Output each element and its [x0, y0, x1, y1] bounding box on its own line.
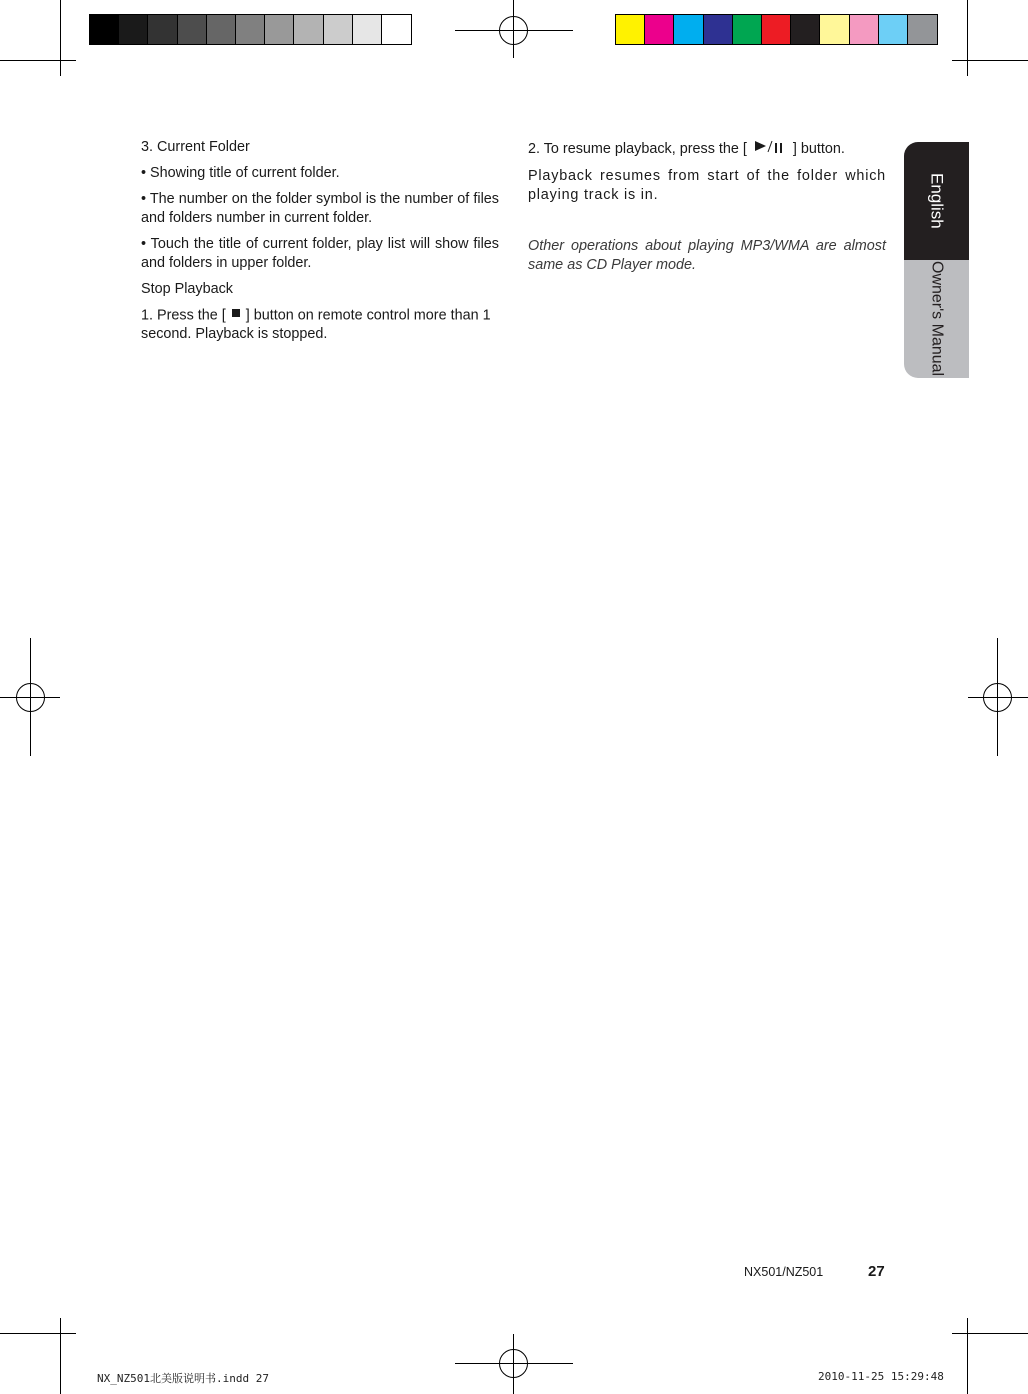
- section-heading-stop-playback: Stop Playback: [141, 281, 233, 297]
- page-number: 27: [868, 1263, 885, 1280]
- crop-mark: [0, 1333, 76, 1334]
- other-operations-note: Other operations about playing MP3/WMA are almost same as CD Player mode.: [528, 238, 886, 273]
- crop-mark: [60, 0, 61, 76]
- color-swatch: [908, 15, 937, 44]
- crop-mark: [952, 60, 1028, 61]
- gray-swatch: [119, 15, 148, 44]
- bullet-folder-title: • Showing title of current folder.: [141, 165, 340, 181]
- stop-icon: [230, 306, 242, 325]
- color-swatch: [645, 15, 674, 44]
- slug-filename: NX_NZ501北美版说明书.indd 27: [97, 1372, 269, 1385]
- crop-mark: [967, 0, 968, 76]
- bullet-touch-title: • Touch the title of current folder, play list will show files and folders in upper folder.: [141, 236, 499, 271]
- gray-swatch: [148, 15, 177, 44]
- step-stop-playback: 1. Press the [ ] button on remote control more than 1 second. Playback is stopped.: [141, 307, 491, 343]
- tab-owners-manual-label: Owner's Manual: [928, 261, 946, 377]
- crop-mark: [0, 60, 76, 61]
- grayscale-bar: [89, 14, 412, 45]
- color-swatch: [616, 15, 645, 44]
- gray-swatch: [236, 15, 265, 44]
- gray-swatch: [178, 15, 207, 44]
- step-resume-playback: 2. To resume playback, press the [ ] button.: [528, 138, 886, 160]
- resume-description: Playback resumes from start of the folder which playing track is in.: [528, 168, 886, 203]
- color-swatch: [820, 15, 849, 44]
- gray-swatch: [265, 15, 294, 44]
- color-swatch: [850, 15, 879, 44]
- gray-swatch: [294, 15, 323, 44]
- color-swatch: [704, 15, 733, 44]
- color-swatch: [733, 15, 762, 44]
- color-swatch: [674, 15, 703, 44]
- tab-english: [904, 142, 969, 260]
- color-swatch-bar: [615, 14, 938, 45]
- play-pause-icon: [751, 138, 789, 160]
- color-swatch: [791, 15, 820, 44]
- gray-swatch: [90, 15, 119, 44]
- tab-owners-manual: [904, 260, 969, 378]
- left-column: [141, 138, 499, 351]
- crop-mark: [60, 1318, 61, 1394]
- gray-swatch: [382, 15, 411, 44]
- model-number: NX501/NZ501: [744, 1265, 824, 1279]
- bullet-folder-number: • The number on the folder symbol is the number of files and folders number in current folder.: [141, 191, 499, 226]
- crop-mark: [967, 1318, 968, 1394]
- gray-swatch: [324, 15, 353, 44]
- color-swatch: [879, 15, 908, 44]
- color-swatch: [762, 15, 791, 44]
- gray-swatch: [353, 15, 382, 44]
- right-column: [528, 138, 886, 282]
- section-heading-current-folder: 3. Current Folder: [141, 139, 250, 155]
- tab-english-label: English: [927, 173, 947, 229]
- crop-mark: [952, 1333, 1028, 1334]
- gray-swatch: [207, 15, 236, 44]
- slug-timestamp: 2010-11-25 15:29:48: [818, 1370, 944, 1383]
